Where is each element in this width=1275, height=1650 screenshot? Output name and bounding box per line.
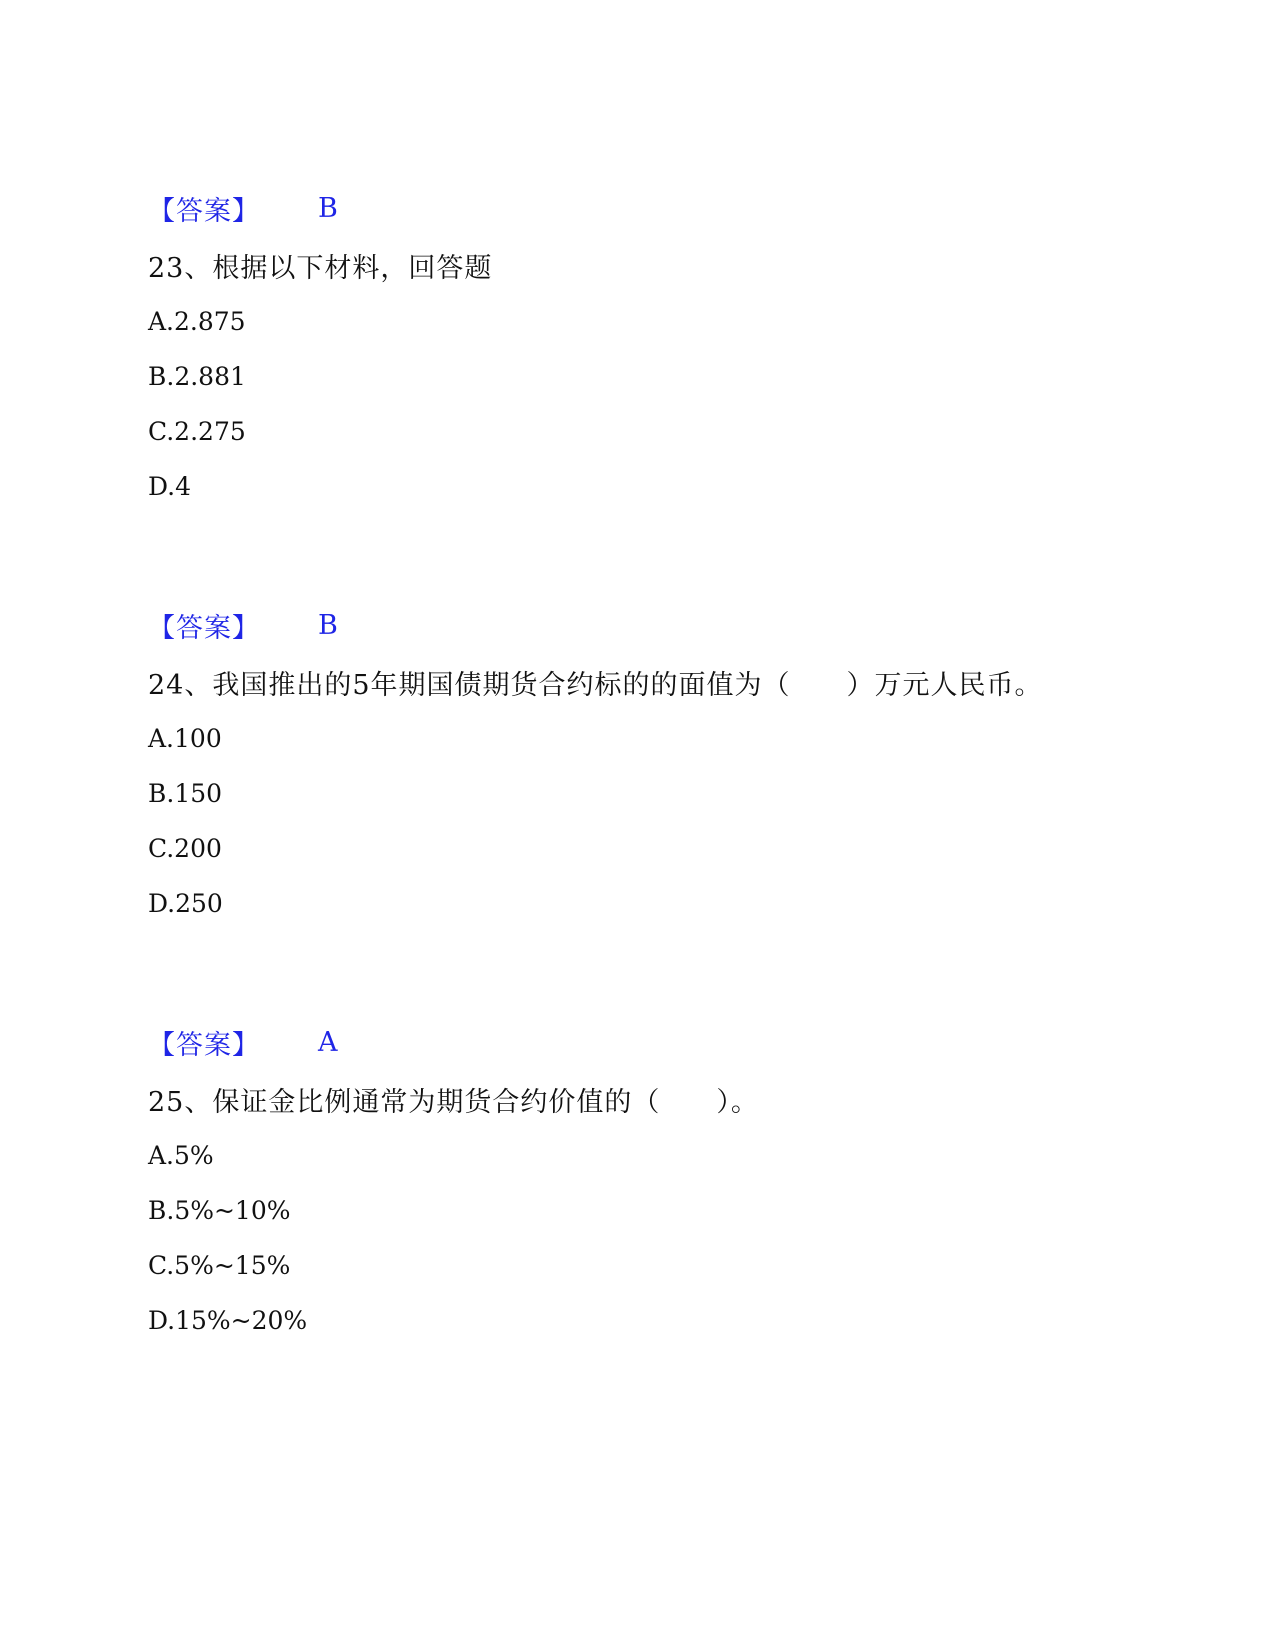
option-d: D.15%~20% bbox=[148, 1305, 308, 1335]
option-c: C.200 bbox=[148, 833, 222, 863]
question-block-25 bbox=[148, 1022, 1148, 1339]
question-block-23 bbox=[148, 188, 1148, 505]
answer-value: B bbox=[318, 192, 338, 224]
question-text: 25、保证金比例通常为期货合约价值的（ ）。 bbox=[148, 1086, 759, 1118]
answer-line bbox=[148, 1022, 1148, 1062]
answer-value: A bbox=[318, 1026, 338, 1058]
answer-label: 【答案】 bbox=[148, 1029, 260, 1061]
answer-line bbox=[148, 605, 1148, 645]
option-d: D.250 bbox=[148, 888, 223, 918]
answer-label: 【答案】 bbox=[148, 612, 260, 644]
option-d: D.4 bbox=[148, 471, 192, 501]
option-a: A.2.875 bbox=[148, 306, 246, 336]
option-a: A.5% bbox=[148, 1140, 214, 1170]
question-text: 23、根据以下材料，回答题 bbox=[148, 252, 493, 284]
option-b: B.2.881 bbox=[148, 361, 246, 391]
question-text: 24、我国推出的5年期国债期货合约标的的面值为（ ）万元人民币。 bbox=[148, 669, 1043, 701]
option-c: C.5%~15% bbox=[148, 1250, 291, 1280]
option-a: A.100 bbox=[148, 723, 222, 753]
answer-label: 【答案】 bbox=[148, 195, 260, 227]
answer-value: B bbox=[318, 609, 338, 641]
option-c: C.2.275 bbox=[148, 416, 246, 446]
option-b: B.5%~10% bbox=[148, 1195, 291, 1225]
question-block-24 bbox=[148, 605, 1148, 922]
answer-line bbox=[148, 188, 1148, 228]
option-b: B.150 bbox=[148, 778, 223, 808]
